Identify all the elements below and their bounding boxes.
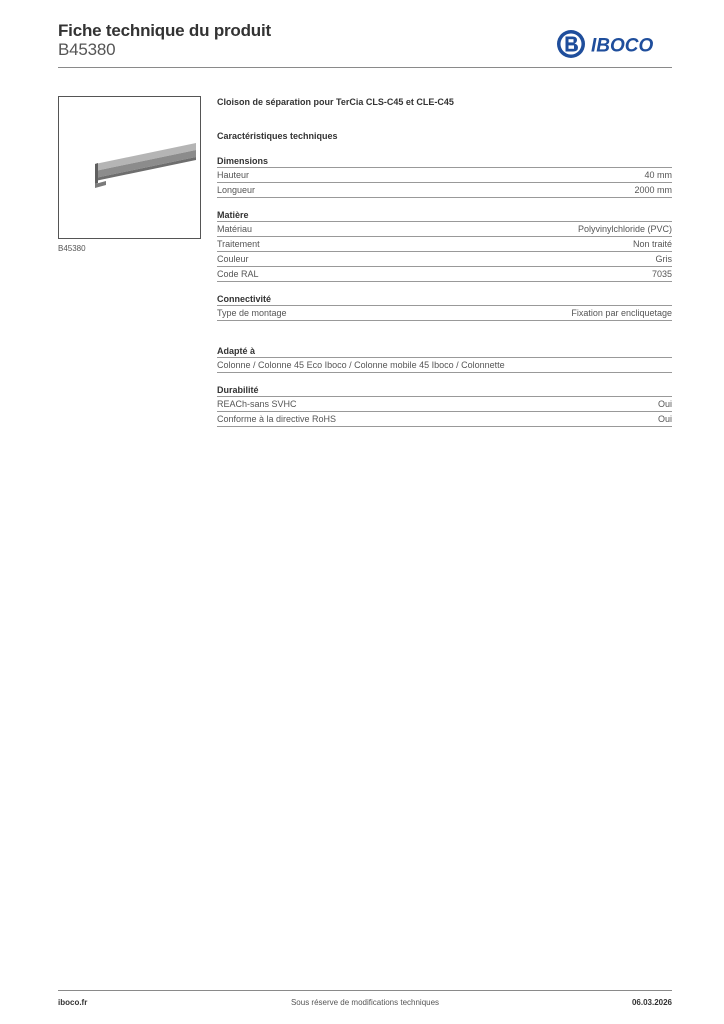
spec-label: Colonne / Colonne 45 Eco Iboco / Colonne mobile 45 Iboco / Colonnette: [217, 360, 505, 370]
spec-row: [217, 358, 672, 373]
page-title: Fiche technique du produit: [58, 21, 271, 40]
spec-row: [217, 412, 672, 427]
section-matiere: [217, 209, 672, 282]
section-title: Durabilité: [217, 384, 672, 397]
spec-title: Caractéristiques techniques: [217, 131, 338, 141]
header-divider: [58, 67, 672, 68]
spec-row: [217, 397, 672, 412]
spec-label: Longueur: [217, 185, 256, 195]
spec-label: Type de montage: [217, 308, 287, 318]
profile-illustration: [59, 97, 200, 238]
spec-value: 40 mm: [644, 170, 672, 180]
section-title: Dimensions: [217, 155, 672, 168]
spec-row: [217, 222, 672, 237]
section-title: Adapté à: [217, 345, 672, 358]
spec-value: Oui: [657, 399, 672, 409]
product-image: [58, 96, 201, 239]
brand-logo: [556, 28, 674, 60]
spec-value: Polyvinylchloride (PVC): [577, 224, 672, 234]
spec-label: Traitement: [217, 239, 260, 249]
spec-value: Fixation par encliquetage: [571, 308, 672, 318]
spec-label: Conforme à la directive RoHS: [217, 414, 337, 424]
product-details: [217, 96, 672, 427]
spec-row: [217, 267, 672, 282]
footer-date: 06.03.2026: [631, 998, 672, 1007]
image-caption: B45380: [58, 244, 86, 253]
spec-label: Matériau: [217, 224, 253, 234]
footer-divider: [58, 990, 672, 991]
section-dimensions: [217, 155, 672, 198]
footer-disclaimer: Sous réserve de modifications techniques: [290, 998, 440, 1007]
spec-label: Code RAL: [217, 269, 259, 279]
website-link[interactable]: iboco.fr: [58, 998, 88, 1007]
spec-value: Non traité: [632, 239, 672, 249]
spec-value: 2000 mm: [634, 185, 672, 195]
section-title: Matière: [217, 209, 672, 222]
spec-row: [217, 306, 672, 321]
article-number: B45380: [58, 40, 116, 59]
section-title: Connectivité: [217, 293, 672, 306]
section-durabilite: [217, 384, 672, 427]
brand-logo-text: IBOCO: [591, 35, 654, 57]
spec-row: [217, 252, 672, 267]
section-connectivite: [217, 293, 672, 321]
product-name: Cloison de séparation pour TerCia CLS-C45 et CLE-C45: [217, 97, 454, 107]
spec-value: 7035: [651, 269, 672, 279]
section-adapte: [217, 345, 672, 373]
spec-label: Hauteur: [217, 170, 250, 180]
spec-value: Oui: [657, 414, 672, 424]
spec-row: [217, 183, 672, 198]
spec-label: Couleur: [217, 254, 249, 264]
spec-row: [217, 237, 672, 252]
spec-row: [217, 168, 672, 183]
spec-value: Gris: [655, 254, 672, 264]
spec-label: REACh-sans SVHC: [217, 399, 297, 409]
